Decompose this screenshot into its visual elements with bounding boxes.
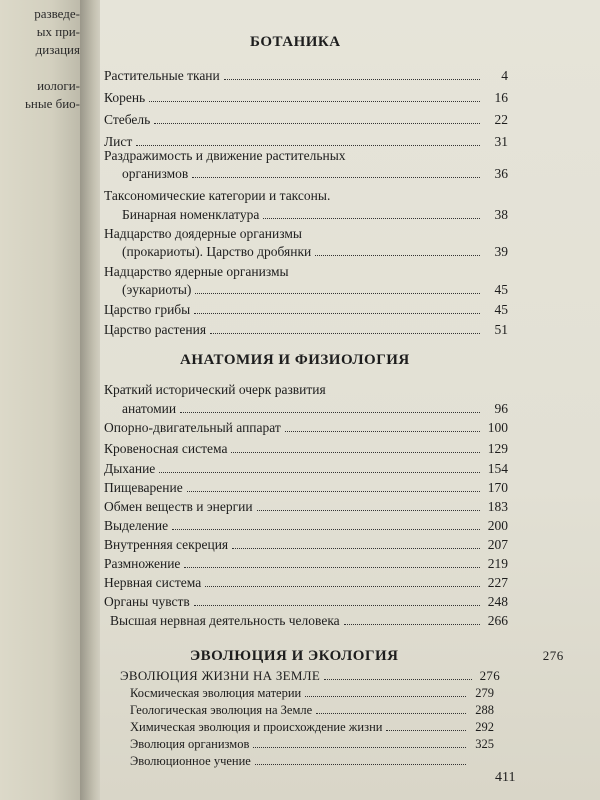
toc-entry[interactable]: Лист 31	[104, 134, 508, 149]
toc-page-number: 276	[479, 668, 500, 683]
toc-entry[interactable]: Кровеносная система 129	[104, 441, 508, 456]
toc-page-number: 36	[494, 166, 508, 181]
toc-entry-line[interactable]: Краткий исторический очерк развития	[104, 382, 326, 397]
toc-entry[interactable]: Корень 16	[104, 90, 508, 105]
section-title-anatomy: АНАТОМИЯ И ФИЗИОЛОГИЯ	[180, 352, 410, 368]
toc-page-number: 16	[494, 90, 508, 105]
toc-entry[interactable]: Химическая эволюция и происхождение жизни 292	[130, 720, 494, 734]
toc-entry[interactable]: Пищеварение 170	[104, 480, 508, 495]
toc-page-number: 4	[501, 68, 508, 83]
toc-entry[interactable]: Опорно-двигательный аппарат 100	[104, 420, 508, 435]
toc-page-number: 227	[487, 575, 508, 590]
toc-entry[interactable]: Обмен веществ и энергии 183	[104, 499, 508, 514]
toc-entry[interactable]: Бинарная номенклатура 38	[122, 207, 508, 222]
toc-entry[interactable]: Размножение 219	[104, 556, 508, 571]
toc-entry[interactable]: Нервная система 227	[104, 575, 508, 590]
toc-page-number: 154	[487, 461, 508, 476]
toc-entry[interactable]: Стебель 22	[104, 112, 508, 127]
toc-entry-line[interactable]: Раздражимость и движение растительных	[104, 148, 346, 163]
left-fragment: дизация	[35, 42, 80, 57]
toc-page-number: 325	[475, 737, 494, 751]
toc-entry[interactable]: Дыхание 154	[104, 461, 508, 476]
toc-page-number: 288	[475, 703, 494, 717]
toc-entry[interactable]: Растительные ткани 4	[104, 68, 508, 83]
section-title-botany: БОТАНИКА	[250, 34, 341, 50]
toc-page	[100, 0, 600, 800]
toc-page-number: 219	[487, 556, 508, 571]
toc-page-number: 39	[494, 244, 508, 259]
toc-entry[interactable]: Внутренняя секреция 207	[104, 537, 508, 552]
toc-entry[interactable]: организмов 36	[122, 166, 508, 181]
toc-page-number: 100	[487, 420, 508, 435]
toc-page-number: 129	[487, 441, 508, 456]
section-page-number: 276	[542, 648, 564, 663]
toc-page-number: 31	[494, 134, 508, 149]
section-title-evolution: ЭВОЛЮЦИЯ И ЭКОЛОГИЯ 276	[190, 648, 564, 664]
toc-entry[interactable]: Космическая эволюция материи 279	[130, 686, 494, 700]
toc-page-number: 183	[487, 499, 508, 514]
toc-entry[interactable]: Эволюционное учение	[130, 754, 494, 769]
toc-page-number: 45	[494, 282, 508, 297]
toc-entry[interactable]: Выделение 200	[104, 518, 508, 533]
toc-entry[interactable]: Высшая нервная деятельность человека 266	[110, 613, 508, 628]
left-fragment: ьные био-	[24, 96, 80, 111]
toc-entry[interactable]: Геологическая эволюция на Земле 288	[130, 703, 494, 717]
toc-entry[interactable]: ЭВОЛЮЦИЯ ЖИЗНИ НА ЗЕМЛЕ 276	[120, 668, 500, 683]
toc-entry[interactable]: анатомии 96	[122, 401, 508, 416]
toc-page-number: 207	[487, 537, 508, 552]
toc-page-number: 51	[494, 322, 508, 337]
toc-page-number: 292	[475, 720, 494, 734]
toc-page-number: 96	[494, 401, 508, 416]
toc-entry[interactable]: (эукариоты) 45	[122, 282, 508, 297]
toc-page-number: 266	[487, 613, 508, 628]
toc-page-number: 170	[487, 480, 508, 495]
toc-entry[interactable]: (прокариоты). Царство дробянки 39	[122, 244, 508, 259]
toc-entry-line[interactable]: Надцарство доядерные организмы	[104, 226, 302, 241]
toc-entry-line[interactable]: Таксономические категории и таксоны.	[104, 188, 331, 203]
toc-page-number: 279	[475, 686, 494, 700]
toc-page-number: 22	[494, 112, 508, 127]
toc-entry[interactable]: Царство грибы 45	[104, 302, 508, 317]
left-fragment: иологи-	[37, 78, 80, 93]
toc-entry[interactable]: Органы чувств 248	[104, 594, 508, 609]
toc-page-number: 248	[487, 594, 508, 609]
toc-page-number: 38	[494, 207, 508, 222]
page-number: 411	[495, 770, 516, 785]
toc-page-number: 45	[494, 302, 508, 317]
left-page-edge	[0, 0, 86, 800]
toc-page-number: 200	[487, 518, 508, 533]
toc-entry[interactable]: Царство растения 51	[104, 322, 508, 337]
left-fragment: разведе-	[34, 6, 80, 21]
toc-entry[interactable]: Эволюция организмов 325	[130, 737, 494, 751]
left-fragment: ых при-	[36, 24, 80, 39]
toc-entry-line[interactable]: Надцарство ядерные организмы	[104, 264, 289, 279]
